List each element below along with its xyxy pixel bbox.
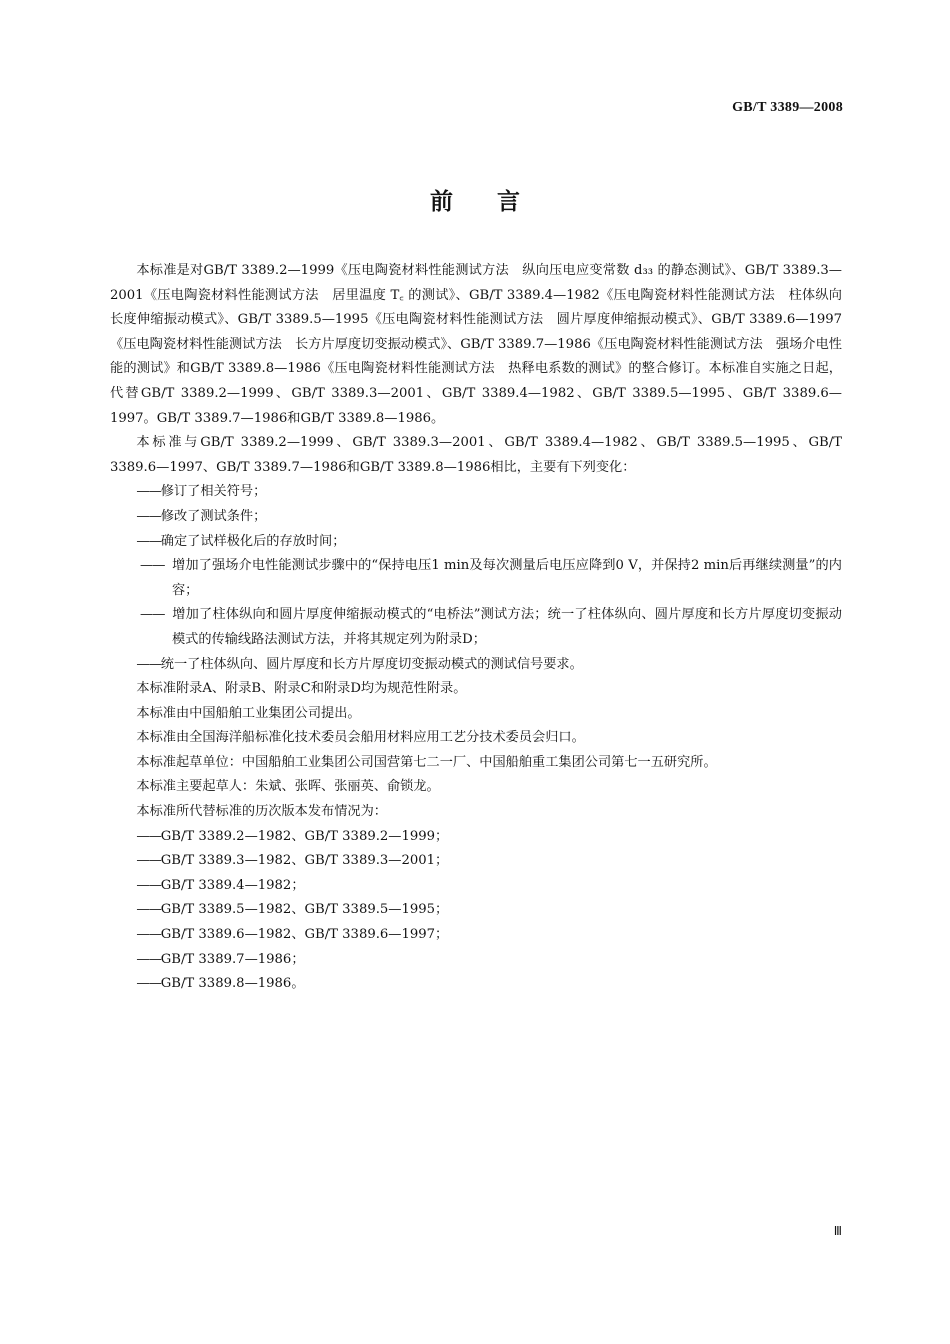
- change-item: [110, 554, 842, 603]
- history-item-text: GB/T 3389.7—1986；: [160, 951, 305, 967]
- history-item-text: GB/T 3389.4—1982；: [160, 877, 305, 893]
- change-item: [110, 505, 842, 530]
- change-item-text: 统一了柱体纵向、圆片厚度和长方片厚度切变振动模式的测试信号要求。: [160, 656, 583, 672]
- committee-paragraph: 本标准由全国海洋船标准化技术委员会船用材料应用工艺分技术委员会归口。: [136, 730, 585, 746]
- change-item-text: 修改了测试条件；: [160, 508, 267, 524]
- dash-marker: ——: [136, 484, 161, 500]
- history-item: [110, 923, 842, 948]
- history-item: [110, 874, 842, 899]
- change-item-text: 增加了柱体纵向和圆片厚度伸缩振动模式的“电桥法”测试方法；统一了柱体纵向、圆片厚度和长方片厚度切变振动模式的传输线路法测试方法，并将其规定列为附录D；: [172, 607, 842, 647]
- dash-marker: ——: [136, 533, 161, 549]
- history-item-text: GB/T 3389.6—1982、GB/T 3389.6—1997；: [160, 927, 449, 943]
- proposer-paragraph: 本标准由中国船舶工业集团公司提出。: [136, 705, 361, 721]
- standard-code: GB/T 3389—2008: [732, 100, 843, 115]
- dash-marker: ——: [136, 951, 161, 967]
- history-item-text: GB/T 3389.2—1982、GB/T 3389.2—1999；: [160, 828, 449, 844]
- change-item: [110, 653, 842, 678]
- history-item-text: GB/T 3389.5—1982、GB/T 3389.5—1995；: [160, 902, 449, 918]
- dash-marker: ——: [136, 927, 161, 943]
- page-title: 前言: [430, 189, 564, 215]
- history-item: [110, 825, 842, 850]
- change-item-text: 确定了试样极化后的存放时间；: [160, 533, 346, 549]
- change-item: [110, 530, 842, 555]
- drafters-paragraph: 本标准主要起草人：朱斌、张晖、张丽英、俞锁龙。: [136, 779, 440, 795]
- dash-marker: ——: [136, 508, 161, 524]
- changes-intro-paragraph: 本标准与GB/T 3389.2—1999、GB/T 3389.3—2001、GB/T 3389.4—1982、GB/T 3389.5—1995、GB/T 3389.6—1997、GB/T 3389.7—1986和GB/T 3389.8—1986相比，主要有下列变化：: [110, 435, 842, 475]
- history-item: [110, 948, 842, 973]
- history-item: [110, 849, 842, 874]
- dash-marker: ——: [136, 976, 161, 992]
- dash-marker: ——: [140, 607, 165, 623]
- drafting-units-paragraph: 本标准起草单位：中国船舶工业集团公司国营第七二一厂、中国船舶重工集团公司第七一五研究所。: [136, 754, 717, 770]
- dash-marker: ——: [136, 828, 161, 844]
- change-item: [110, 480, 842, 505]
- dash-marker: ——: [140, 558, 165, 574]
- appendix-paragraph: 本标准附录A、附录B、附录C和附录D均为规范性附录。: [136, 681, 467, 697]
- history-intro-paragraph: 本标准所代替标准的历次版本发布情况为：: [136, 804, 387, 820]
- change-item-text: 增加了强场介电性能测试步骤中的“保持电压1 min及每次测量后电压应降到0 V，并保持2 min后再继续测量”的内容；: [172, 558, 842, 598]
- dash-marker: ——: [136, 656, 161, 672]
- change-item: [110, 603, 842, 652]
- history-item-text: GB/T 3389.3—1982、GB/T 3389.3—2001；: [160, 853, 449, 869]
- page-number: Ⅲ: [833, 1224, 842, 1238]
- intro-paragraph: 本标准是对GB/T 3389.2—1999《压电陶瓷材料性能测试方法 纵向压电应变常数 d₃₃ 的静态测试》、GB/T 3389.3—2001《压电陶瓷材料性能测试方法 居里温度 T꜀ 的测试》、GB/T 3389.4—1982《压电陶瓷材料性能测试方法 柱体纵向长度伸缩振动模式》、GB/T 3389.5—1995《压电陶瓷材料性能测试方法 圆片厚度伸缩振动模式》、GB/T 3389.6—1997《压电陶瓷材料性能测试方法 长方片厚度切变振动模式》、GB/T 3389.7—1986《压电陶瓷材料性能测试方法 强场介电性能的测试》和GB/T 3389.8—1986《压电陶瓷材料性能测试方法 热释电系数的测试》的整合修订。本标准自实施之日起，代替GB/T 3389.2—1999、GB/T 3389.3—2001、GB/T 3389.4—1982、GB/T 3389.5—1995、GB/T 3389.6—1997。GB/T 3389.7—1986和GB/T 3389.8—1986。: [110, 263, 842, 426]
- history-item-text: GB/T 3389.8—1986。: [160, 976, 305, 992]
- dash-marker: ——: [136, 877, 161, 893]
- document-body: [110, 259, 842, 997]
- history-item: [110, 972, 842, 997]
- dash-marker: ——: [136, 902, 161, 918]
- dash-marker: ——: [136, 853, 161, 869]
- history-item: [110, 898, 842, 923]
- change-item-text: 修订了相关符号；: [160, 484, 267, 500]
